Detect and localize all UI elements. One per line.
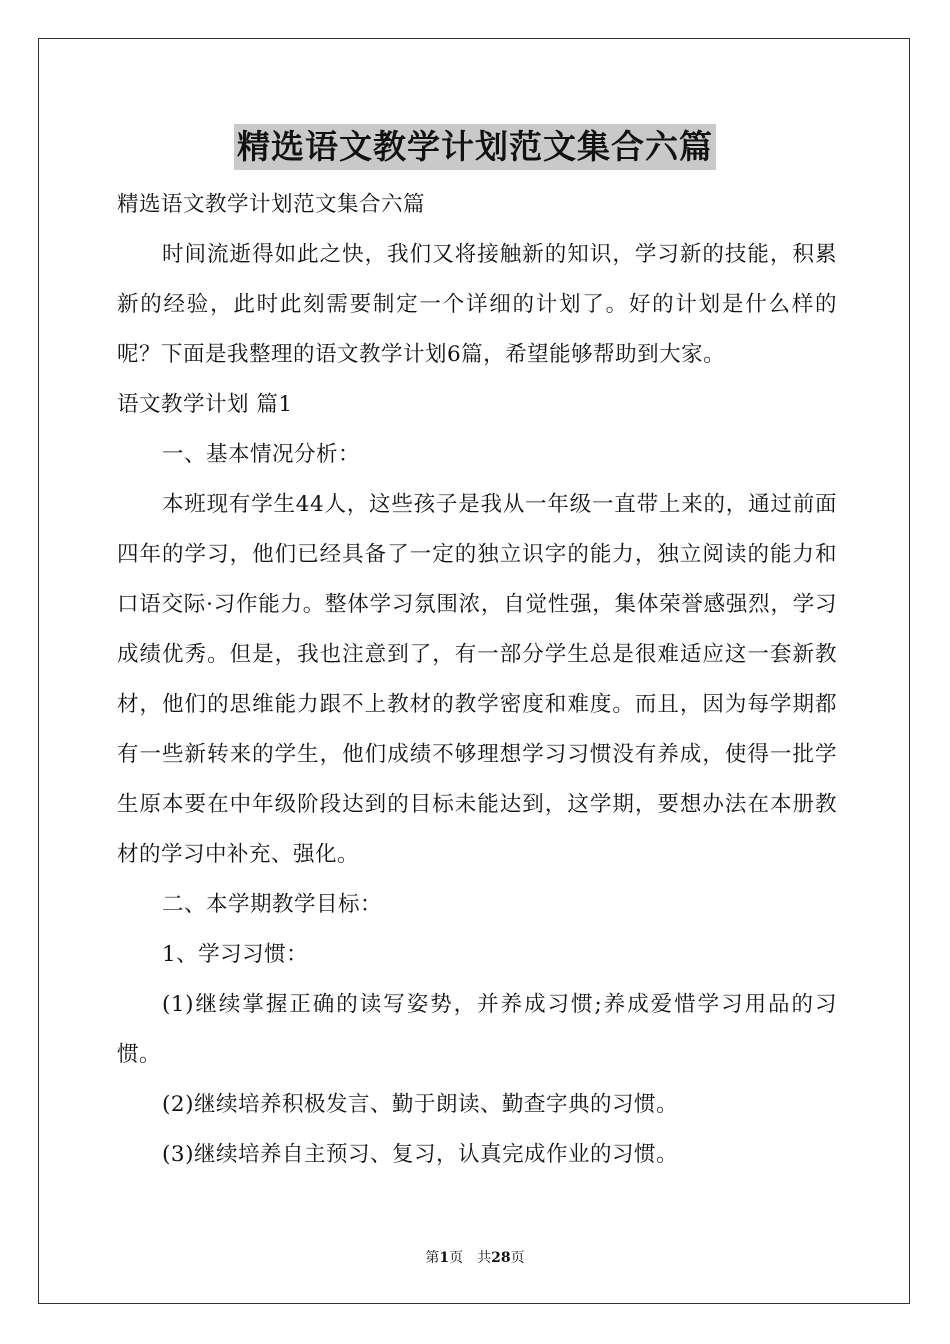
paragraph: 时间流逝得如此之快，我们又将接触新的知识，学习新的技能，积累新的经验，此时此刻需要制定一个详细的计划了。好的计划是什么样的呢？下面是我整理的语文教学计划6篇，希望能够帮助到大家。 [117,242,837,367]
footer-page-current: 1 [439,1250,450,1266]
paragraph: (1)继续掌握正确的读写姿势，并养成习惯;养成爱惜学习用品的习惯。 [117,992,837,1067]
paragraph: 二、本学期教学目标： [162,892,383,917]
title-wrap [0,124,950,170]
document-body [117,180,837,1180]
footer-page-total: 28 [491,1250,511,1266]
document-title: 精选语文教学计划范文集合六篇 [234,124,716,170]
paragraph: 精选语文教学计划范文集合六篇 [117,192,426,217]
paragraph: 本班现有学生44人，这些孩子是我从一年级一直带上来的，通过前面四年的学习，他们已经具备了一定的独立识字的能力，独立阅读的能力和口语交际·习作能力。整体学习氛围浓，自觉性强，集体荣誉感强烈，学习成绩优秀。但是，我也注意到了，有一部分学生总是很难适应这一套新教材，他们的思维能力跟不上教材的教学密度和难度。而且，因为每学期都有一些新转来的学生，他们成绩不够理想学习习惯没有养成，使得一批学生原本要在中年级阶段达到的目标未能达到，这学期，要想办法在本册教材的学习中补充、强化。 [117,492,837,867]
paragraph: (3)继续培养自主预习、复习，认真完成作业的习惯。 [162,1142,678,1167]
footer-page-prefix: 第 [425,1250,440,1266]
page-footer [0,1247,950,1267]
footer-page-mid: 页 共 [449,1250,492,1266]
paragraph: 一、基本情况分析： [162,442,361,467]
section-heading: 语文教学计划 篇1 [117,392,293,417]
paragraph: 1、学习习惯： [162,942,309,967]
paragraph: (2)继续培养积极发言、勤于朗读、勤查字典的习惯。 [162,1092,678,1117]
footer-page-suffix: 页 [510,1250,525,1266]
